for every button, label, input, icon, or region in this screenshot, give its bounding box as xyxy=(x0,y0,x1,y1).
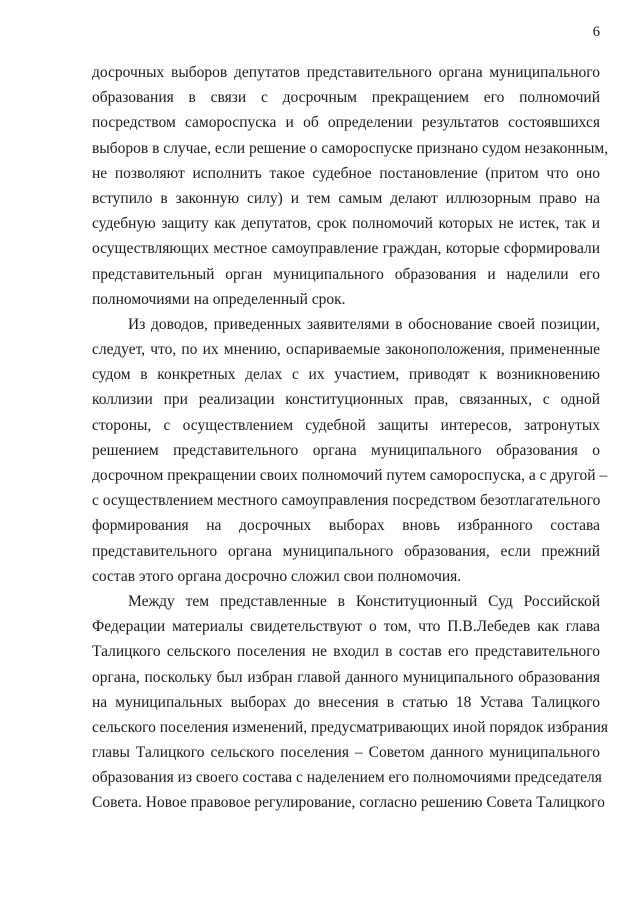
text-line: главы Талицкого сельского поселения – Советом данного муниципального xyxy=(92,744,600,762)
text-line: Талицкого сельского поселения не входил в состав его представительного xyxy=(92,643,600,661)
text-line: коллизии при реализации конституционных прав, связанных, с одной xyxy=(92,391,600,409)
text-line: Совета. Новое правовое регулирование, согласно решению Совета Талицкого xyxy=(92,794,605,812)
paragraph-3 xyxy=(92,589,608,816)
text-line: сельского поселения изменений, предусматривающих иной порядок избрания xyxy=(92,718,608,736)
document-body xyxy=(92,60,609,816)
page-number: 6 xyxy=(592,24,600,40)
text-line: представительный орган муниципального образования и наделили его xyxy=(92,265,600,283)
paragraph-2 xyxy=(92,312,608,589)
text-line: на муниципальных выборах до внесения в статью 18 Устава Талицкого xyxy=(92,693,600,711)
text-line: следует, что, по их мнению, оспариваемые законоположения, примененные xyxy=(92,341,600,359)
text-line: с осуществлением местного самоуправления посредством безотлагательного xyxy=(92,492,601,510)
text-line: Между тем представленные в Конституционный Суд Российской xyxy=(128,592,600,610)
text-line: осуществляющих местное самоуправление граждан, которые сформировали xyxy=(92,240,600,258)
text-line: посредством самороспуска и об определении результатов состоявшихся xyxy=(92,114,600,132)
text-line: представительного органа муниципального образования, если прежний xyxy=(92,542,600,560)
text-line: досрочном прекращении своих полномочий путем самороспуска, а с другой – xyxy=(92,467,608,484)
text-line: полномочиями на определенный срок. xyxy=(92,290,346,308)
text-line: вступило в законную силу) и тем самым делают иллюзорным право на xyxy=(92,189,600,207)
text-line: органа, поскольку был избран главой данного муниципального образования xyxy=(92,668,600,686)
text-line: образования в связи с досрочным прекращением его полномочий xyxy=(92,89,600,107)
text-line: досрочных выборов депутатов представительного органа муниципального xyxy=(92,64,600,81)
text-line: не позволяют исполнить такое судебное постановление (притом что оно xyxy=(92,164,600,182)
text-line: состав этого органа досрочно сложил свои полномочия. xyxy=(92,567,462,585)
text-line: судебную защиту как депутатов, срок полномочий которых не истек, так и xyxy=(92,215,600,233)
text-line: решением представительного органа муниципального образования о xyxy=(92,441,600,459)
text-line: стороны, с осуществлением судебной защиты интересов, затронутых xyxy=(92,416,600,434)
text-line: формирования на досрочных выборах вновь избранного состава xyxy=(92,517,600,535)
text-line: выборов в случае, если решение о самороспуске признано судом незаконным, xyxy=(92,139,609,157)
text-line: Из доводов, приведенных заявителями в обоснование своей позиции, xyxy=(128,315,600,333)
paragraph-1 xyxy=(92,60,609,312)
text-line: судом в конкретных делах с их участием, приводят к возникновению xyxy=(92,366,600,384)
text-line: образования из своего состава с наделением его полномочиями председателя xyxy=(92,769,602,787)
text-line: Федерации материалы свидетельствуют о том, что П.В.Лебедев как глава xyxy=(92,618,600,636)
